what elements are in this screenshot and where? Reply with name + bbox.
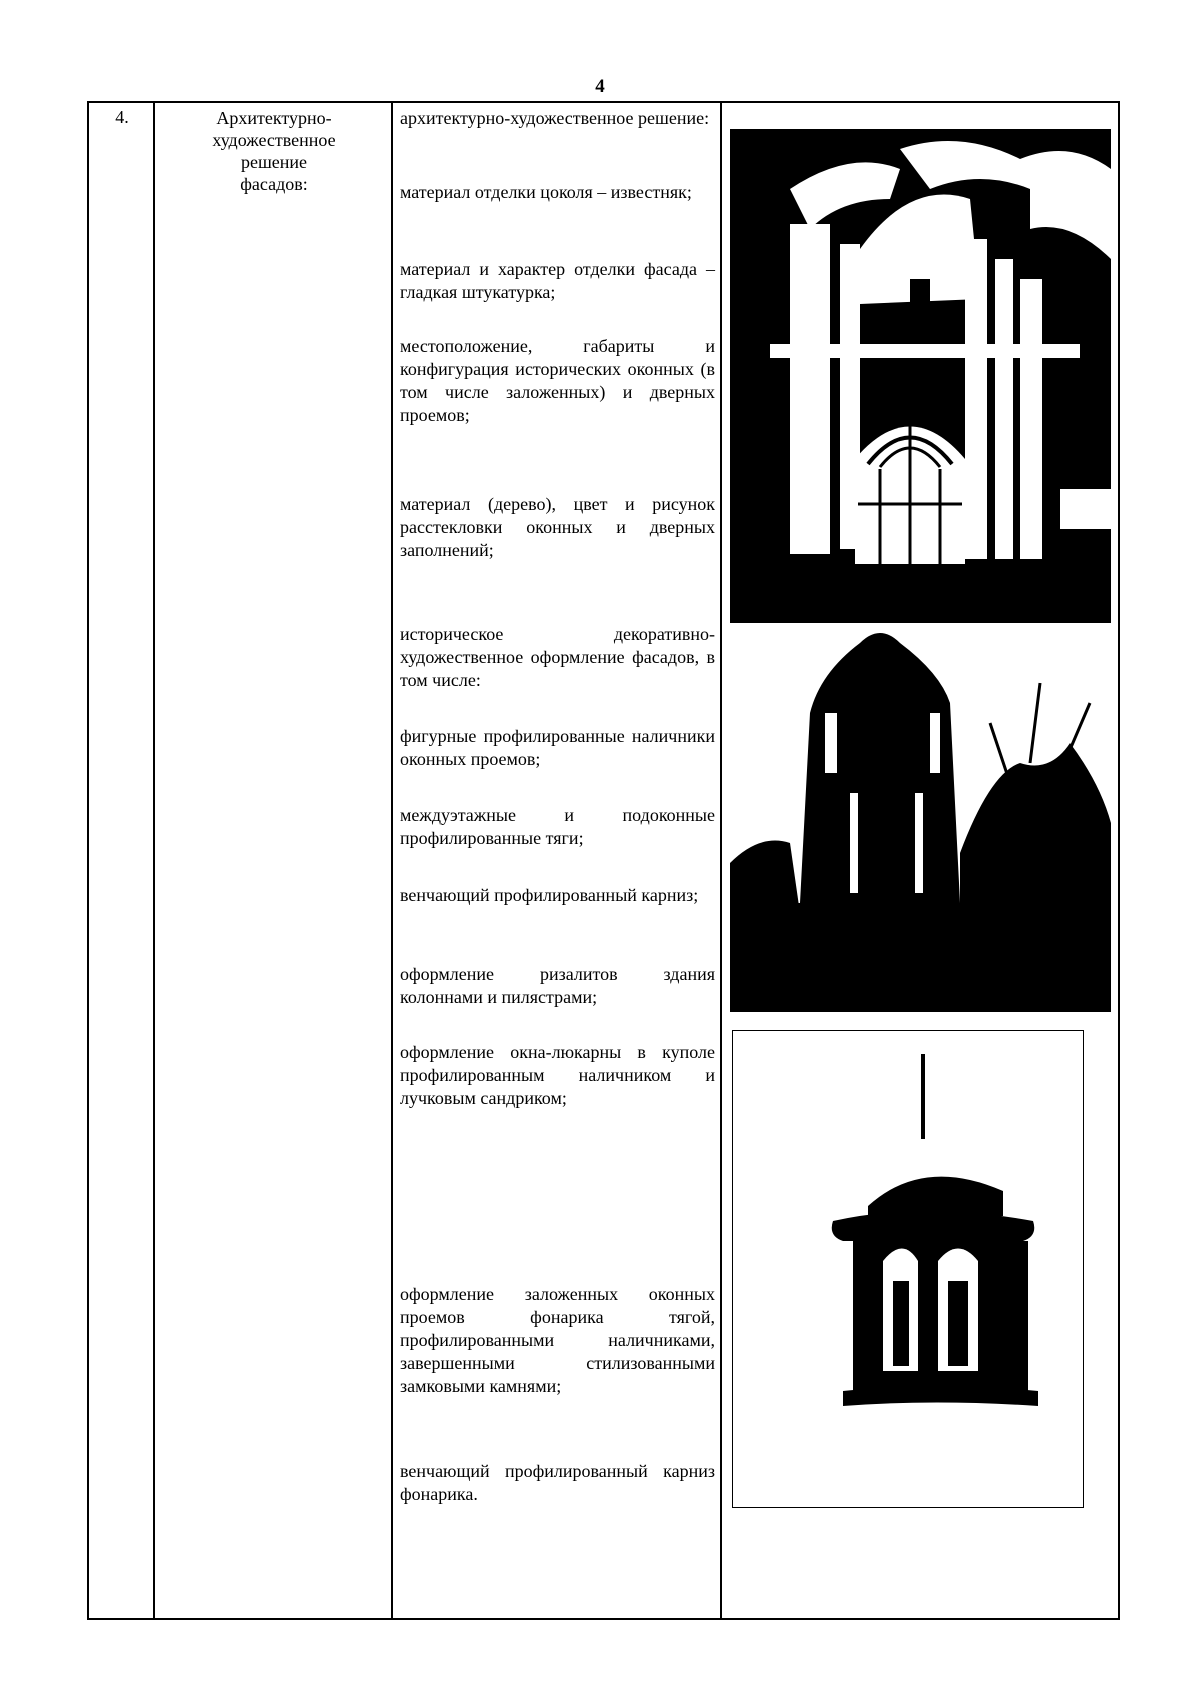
row-title: [155, 107, 393, 195]
row-title-line: решение: [240, 152, 308, 172]
lantern-drawing: [733, 1031, 1082, 1506]
column-divider: [391, 103, 393, 1618]
page-number: 4: [595, 76, 605, 97]
description-paragraph: оформление заложенных оконных проемов фонарика тягой, профилированными наличниками, завершенными стилизованными замковыми камнями;: [400, 1284, 715, 1396]
row-title-line: художественное: [212, 130, 336, 150]
description-paragraph: фигурные профилированные наличники оконных проемов;: [400, 726, 715, 769]
lantern-drawing-frame: [732, 1030, 1084, 1508]
building-silhouette-photo: [730, 623, 1111, 1012]
table-row: [87, 101, 1120, 1620]
facade-photo-drawing: [730, 129, 1111, 635]
description-paragraph: материал и характер отделки фасада – гладкая штукатурка;: [400, 259, 715, 302]
description-paragraph: междуэтажные и подоконные профилированные тяги;: [400, 805, 715, 848]
description-paragraph: оформление ризалитов здания колоннами и пилястрами;: [400, 964, 715, 1007]
description-paragraph: местоположение, габариты и конфигурация исторических оконных (в том числе заложенных) и дверных проемов;: [400, 336, 715, 425]
building-silhouette-drawing: [730, 623, 1111, 1012]
description-paragraph: архитектурно-художественное решение:: [400, 108, 710, 128]
row-title-line: Архитектурно-: [216, 108, 332, 128]
description-paragraph: историческое декоративно-художественное оформление фасадов, в том числе:: [400, 624, 715, 690]
description-paragraph: материал отделки цоколя – известняк;: [400, 182, 692, 202]
description-paragraph: венчающий профилированный карниз фонарика.: [400, 1461, 715, 1504]
column-divider: [153, 103, 155, 1618]
row-title-line: фасадов:: [240, 174, 308, 194]
description-paragraph: оформление окна-люкарны в куполе профилированным наличником и лучковым сандриком;: [400, 1042, 715, 1108]
facade-photo: [730, 129, 1111, 635]
description-paragraph: венчающий профилированный карниз;: [400, 885, 699, 905]
column-divider: [720, 103, 722, 1618]
description-paragraph: материал (дерево), цвет и рисунок расстекловки оконных и дверных заполнений;: [400, 494, 715, 560]
row-number: 4.: [115, 107, 129, 127]
